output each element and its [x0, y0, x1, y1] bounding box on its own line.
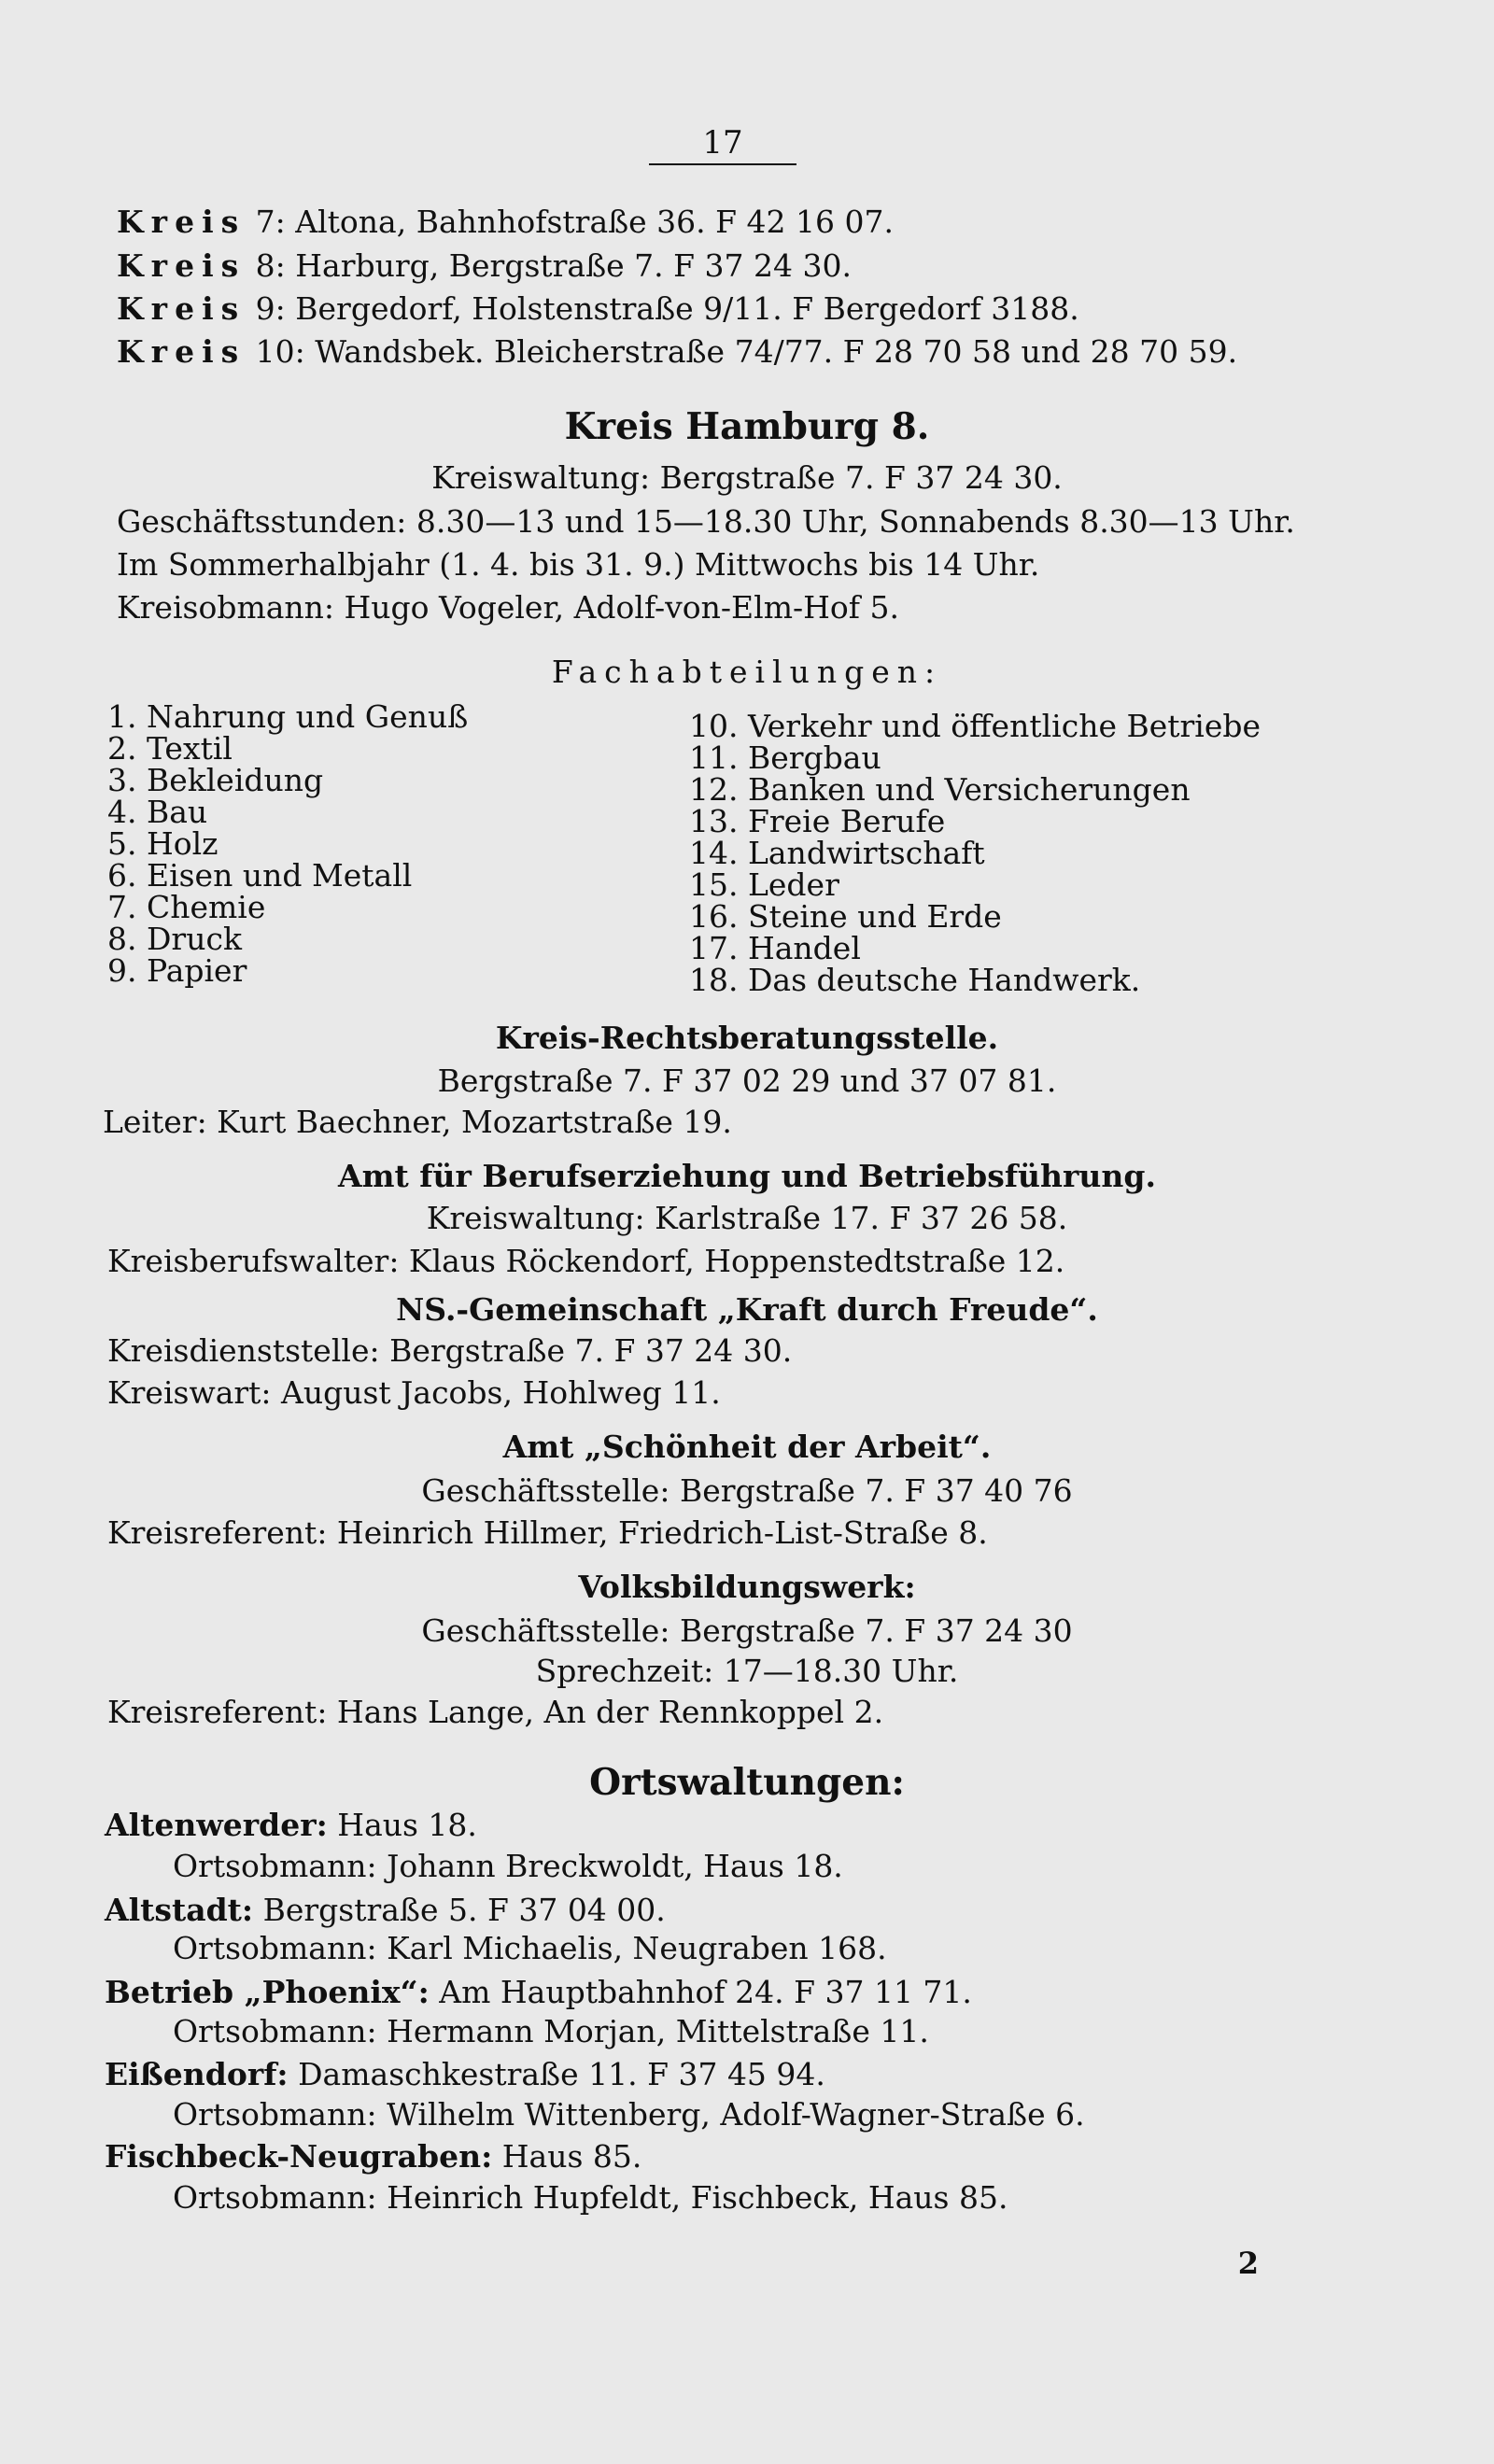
kreiswart-line: Kreiswart: August Jacobs, Hohlweg 11. — [107, 1374, 721, 1411]
fach-item: 11. Bergbau — [689, 739, 881, 776]
volksbildung-referent: Kreisreferent: Hans Lange, An der Rennkoppel 2. — [107, 1694, 884, 1730]
ortsobmann-line: Ortsobmann: Wilhelm Wittenberg, Adolf-Wagner-Straße 6. — [173, 2096, 1085, 2133]
ortsobmann-line: Ortsobmann: Johann Breckwoldt, Haus 18. — [173, 1848, 843, 1884]
ortswaltung-entry: Altstadt: Bergstraße 5. F 37 04 00. — [105, 1892, 666, 1928]
kreisobmann-line: Kreisobmann: Hugo Vogeler, Adolf-von-Elm-Hof 5. — [117, 589, 899, 626]
fach-item: 14. Landwirtschaft — [689, 835, 985, 871]
kreisdienststelle-line: Kreisdienststelle: Bergstraße 7. F 37 24 30. — [107, 1332, 793, 1369]
fach-item: 2. Textil — [107, 730, 233, 767]
ortsobmann-line: Ortsobmann: Heinrich Hupfeldt, Fischbeck, Haus 85. — [173, 2179, 1008, 2216]
kreisberufswalter-line: Kreisberufswalter: Klaus Röckendorf, Hoppenstedtstraße 12. — [107, 1243, 1065, 1279]
fach-item: 18. Das deutsche Handwerk. — [689, 962, 1141, 998]
kreis-line-10: Kreis 10: Wandsbek. Bleicherstraße 74/77. F 28 70 58 und 28 70 59. — [117, 333, 1238, 370]
schoenheit-address: Geschäftsstelle: Bergstraße 7. F 37 40 76 — [421, 1472, 1073, 1509]
schoenheit-heading: Amt „Schönheit der Arbeit“. — [502, 1429, 992, 1465]
berufserziehung-address: Kreiswaltung: Karlstraße 17. F 37 26 58. — [426, 1200, 1068, 1236]
fach-item: 1. Nahrung und Genuß — [107, 698, 469, 735]
kdf-heading: NS.-Gemeinschaft „Kraft durch Freude“. — [396, 1291, 1098, 1328]
fachabteilungen-heading: Fachabteilungen: — [551, 654, 943, 690]
fach-item: 9. Papier — [107, 952, 247, 989]
fach-item: 17. Handel — [689, 930, 861, 966]
fach-item: 15. Leder — [689, 866, 839, 903]
volksbildung-heading: Volksbildungswerk: — [578, 1569, 916, 1605]
volksbildung-sprechzeit: Sprechzeit: 17—18.30 Uhr. — [535, 1653, 959, 1689]
rechtsberatung-heading: Kreis-Rechtsberatungsstelle. — [495, 1020, 999, 1056]
kreis-line-9: Kreis 9: Bergedorf, Holstenstraße 9/11. F Bergedorf 3188. — [117, 290, 1079, 327]
schoenheit-referent: Kreisreferent: Heinrich Hillmer, Friedrich-List-Straße 8. — [107, 1514, 988, 1551]
fach-item: 4. Bau — [107, 794, 208, 830]
fach-item: 6. Eisen und Metall — [107, 857, 413, 894]
kreis-hamburg-heading: Kreis Hamburg 8. — [564, 405, 930, 448]
geschaeftsstunden-line: Geschäftsstunden: 8.30—13 und 15—18.30 Uhr, Sonnabends 8.30—13 Uhr. — [117, 503, 1295, 540]
fach-item: 13. Freie Berufe — [689, 803, 946, 839]
rechtsberatung-leiter: Leiter: Kurt Baechner, Mozartstraße 19. — [103, 1104, 732, 1140]
ortswaltungen-heading: Ortswaltungen: — [589, 1761, 905, 1804]
ortswaltung-entry: Fischbeck-Neugraben: Haus 85. — [105, 2138, 642, 2175]
fach-item: 5. Holz — [107, 825, 218, 862]
fach-item: 3. Bekleidung — [107, 762, 324, 798]
ortswaltung-entry: Eißendorf: Damaschkestraße 11. F 37 45 94. — [105, 2056, 825, 2092]
kreis-line-8: Kreis 8: Harburg, Bergstraße 7. F 37 24 30. — [117, 247, 852, 284]
sommerhalbjahr-line: Im Sommerhalbjahr (1. 4. bis 31. 9.) Mittwochs bis 14 Uhr. — [117, 546, 1040, 583]
kreis-line-7: Kreis 7: Altona, Bahnhofstraße 36. F 42 16 07. — [117, 204, 894, 240]
berufserziehung-heading: Amt für Berufserziehung und Betriebsführung. — [338, 1158, 1156, 1194]
ortswaltung-entry: Altenwerder: Haus 18. — [105, 1807, 477, 1843]
kreiswaltung-line: Kreiswaltung: Bergstraße 7. F 37 24 30. — [431, 459, 1063, 496]
rechtsberatung-address: Bergstraße 7. F 37 02 29 und 37 07 81. — [437, 1063, 1057, 1099]
fach-item: 7. Chemie — [107, 889, 266, 925]
fach-item: 8. Druck — [107, 921, 242, 957]
volksbildung-address: Geschäftsstelle: Bergstraße 7. F 37 24 30 — [421, 1612, 1073, 1649]
page-number: 17 — [649, 124, 796, 165]
fach-item: 12. Banken und Versicherungen — [689, 771, 1191, 808]
ortsobmann-line: Ortsobmann: Hermann Morjan, Mittelstraße 11. — [173, 2013, 929, 2049]
ortswaltung-entry: Betrieb „Phoenix“: Am Hauptbahnhof 24. F 37 11 71. — [105, 1974, 972, 2010]
ortsobmann-line: Ortsobmann: Karl Michaelis, Neugraben 168. — [173, 1930, 887, 1966]
fach-item: 10. Verkehr und öffentliche Betriebe — [689, 708, 1261, 744]
signature-mark: 2 — [1237, 2246, 1259, 2281]
fach-item: 16. Steine und Erde — [689, 898, 1002, 935]
